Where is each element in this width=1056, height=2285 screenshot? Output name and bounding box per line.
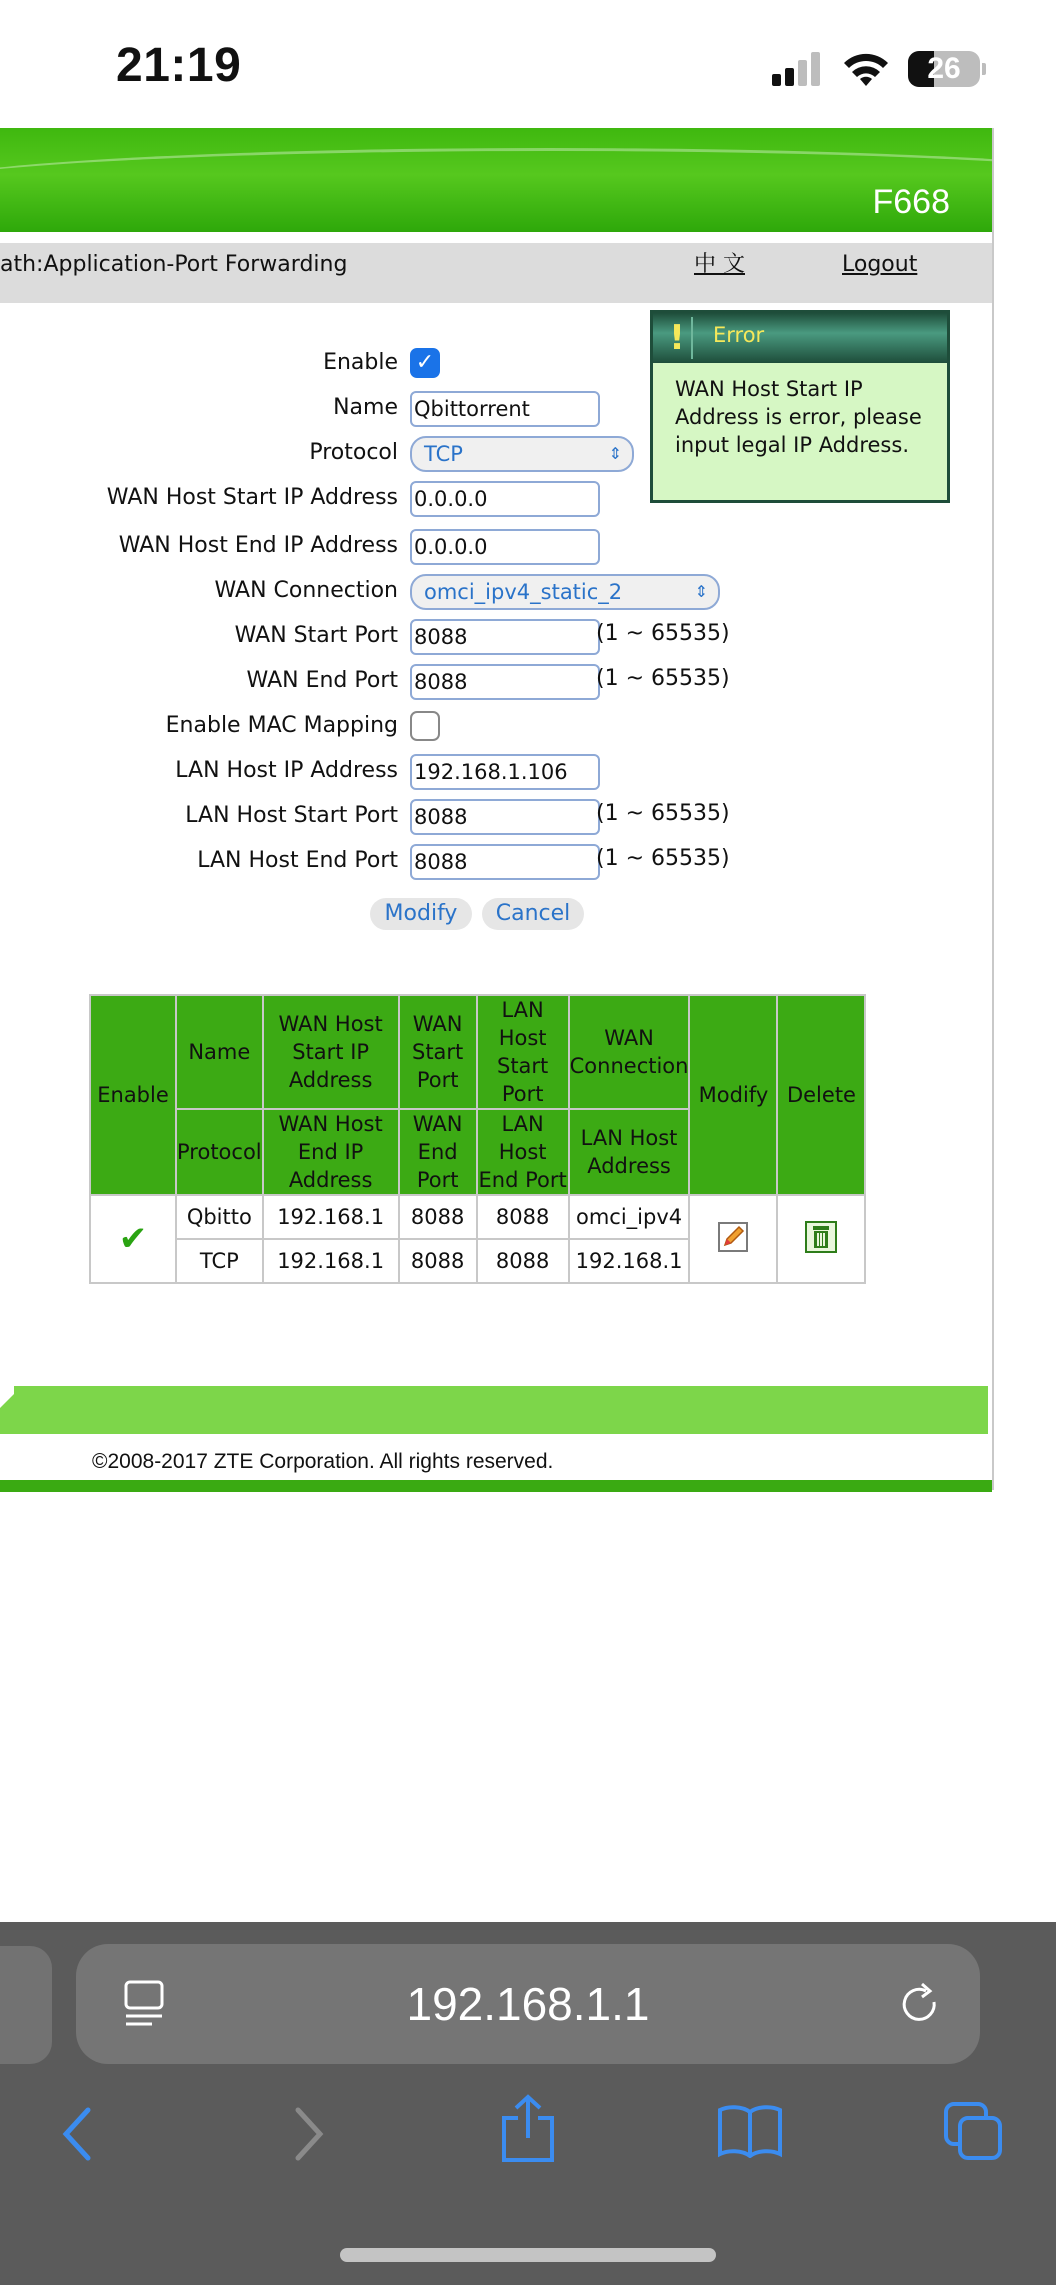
col-lan-host: LAN Host Address	[569, 1109, 690, 1195]
wan-end-ip-label: WAN Host End IP Address	[118, 533, 398, 558]
path-bar	[0, 243, 992, 303]
wan-end-port-range: (1 ~ 65535)	[596, 666, 730, 691]
footer-line	[0, 1480, 992, 1492]
modify-button[interactable]: Modify	[370, 898, 472, 930]
col-protocol: Protocol	[176, 1109, 263, 1195]
wan-connection-label: WAN Connection	[214, 578, 398, 603]
col-lan-start-port: LAN Host Start Port	[477, 995, 569, 1109]
wifi-icon	[842, 50, 890, 88]
router-banner	[0, 128, 992, 232]
lan-end-port-label: LAN Host End Port	[197, 848, 398, 873]
trash-icon[interactable]	[805, 1221, 837, 1253]
battery-tip	[982, 63, 986, 75]
enable-label: Enable	[323, 350, 398, 375]
enable-checkbox[interactable]: ✓	[410, 348, 440, 378]
row-lan-end-port: 8088	[477, 1239, 569, 1283]
battery-level: 26	[927, 52, 961, 85]
error-dialog	[650, 310, 950, 503]
wan-start-ip-input[interactable]: 0.0.0.0	[410, 481, 600, 517]
lan-end-port-input[interactable]: 8088	[410, 844, 600, 880]
select-arrows-icon: ⇕	[694, 582, 708, 601]
bookmarks-icon[interactable]	[716, 2102, 784, 2158]
select-arrows-icon: ⇕	[608, 444, 622, 463]
previous-tab-pill[interactable]	[0, 1946, 52, 2064]
col-wan-end-port: WAN End Port	[399, 1109, 477, 1195]
row-lan-start-port: 8088	[477, 1195, 569, 1239]
row-lan-host: 192.168.1	[569, 1239, 690, 1283]
col-wan-connection: WAN Connection	[569, 995, 690, 1109]
error-title: Error	[713, 323, 765, 347]
wan-end-port-label: WAN End Port	[246, 668, 398, 693]
mac-mapping-label: Enable MAC Mapping	[165, 713, 398, 738]
col-wan-start-port: WAN Start Port	[399, 995, 477, 1109]
logout-link[interactable]: Logout	[842, 252, 918, 277]
edit-icon[interactable]	[717, 1221, 749, 1253]
page-menu-icon[interactable]	[122, 1980, 166, 2028]
table-row	[90, 1195, 865, 1239]
protocol-value: TCP	[424, 442, 463, 466]
status-time: 21:19	[116, 39, 242, 92]
home-indicator[interactable]	[340, 2248, 716, 2262]
wan-start-port-label: WAN Start Port	[234, 623, 398, 648]
wan-connection-select[interactable]	[410, 574, 720, 610]
mac-mapping-checkbox[interactable]	[410, 711, 440, 741]
row-enabled-cell	[90, 1195, 176, 1283]
wan-connection-value: omci_ipv4_static_2	[424, 580, 623, 604]
checkmark-icon: ✔	[118, 1219, 148, 1259]
protocol-label: Protocol	[309, 440, 398, 465]
footer-band	[0, 1386, 988, 1434]
row-protocol: TCP	[176, 1239, 263, 1283]
url-text[interactable]: 192.168.1.1	[406, 1978, 650, 2030]
row-wan-end-port: 8088	[399, 1239, 477, 1283]
col-enable: Enable	[90, 995, 176, 1195]
row-wan-start-ip: 192.168.1	[263, 1195, 399, 1239]
wan-end-ip-input[interactable]: 0.0.0.0	[410, 529, 600, 565]
language-link[interactable]: 中 文	[694, 252, 745, 277]
col-modify: Modify	[689, 995, 777, 1195]
wan-start-port-input[interactable]: 8088	[410, 619, 600, 655]
error-message: WAN Host Start IP Address is error, please input legal IP Address.	[675, 377, 922, 457]
copyright: ©2008-2017 ZTE Corporation. All rights reserved.	[92, 1450, 554, 1473]
row-delete-cell	[777, 1195, 865, 1283]
footer-corner	[0, 1386, 14, 1434]
tabs-icon[interactable]	[942, 2100, 1006, 2164]
lan-ip-input[interactable]: 192.168.1.106	[410, 754, 600, 790]
name-label: Name	[333, 395, 398, 420]
wan-end-port-input[interactable]: 8088	[410, 664, 600, 700]
router-model: F668	[872, 183, 950, 221]
name-input[interactable]: Qbittorrent	[410, 391, 600, 427]
cellular-signal-icon	[772, 52, 824, 86]
error-header	[653, 313, 947, 363]
row-wan-start-port: 8088	[399, 1195, 477, 1239]
row-modify-cell	[689, 1195, 777, 1283]
breadcrumb: ath:Application-Port Forwarding	[0, 252, 348, 277]
protocol-select[interactable]	[410, 436, 634, 472]
share-icon[interactable]	[498, 2094, 558, 2164]
col-wan-end-ip: WAN Host End IP Address	[263, 1109, 399, 1195]
row-name: Qbitto	[176, 1195, 263, 1239]
col-delete: Delete	[777, 995, 865, 1195]
col-wan-start-ip: WAN Host Start IP Address	[263, 995, 399, 1109]
lan-end-port-range: (1 ~ 65535)	[596, 846, 730, 871]
lan-start-port-input[interactable]: 8088	[410, 799, 600, 835]
lan-ip-label: LAN Host IP Address	[175, 758, 398, 783]
lan-start-port-label: LAN Host Start Port	[185, 803, 398, 828]
row-wan-connection: omci_ipv4	[569, 1195, 690, 1239]
row-wan-end-ip: 192.168.1	[263, 1239, 399, 1283]
lan-start-port-range: (1 ~ 65535)	[596, 801, 730, 826]
col-name: Name	[176, 995, 263, 1109]
col-lan-end-port: LAN Host End Port	[477, 1109, 569, 1195]
forward-icon[interactable]	[288, 2104, 328, 2164]
wan-start-port-range: (1 ~ 65535)	[596, 621, 730, 646]
wan-start-ip-label: WAN Host Start IP Address	[106, 485, 398, 510]
cancel-button[interactable]: Cancel	[482, 898, 584, 930]
port-forwarding-table	[89, 994, 866, 1284]
back-icon[interactable]	[58, 2104, 98, 2164]
battery-icon	[908, 51, 980, 87]
warning-icon: !	[663, 317, 693, 359]
reload-icon[interactable]	[896, 1980, 944, 2028]
